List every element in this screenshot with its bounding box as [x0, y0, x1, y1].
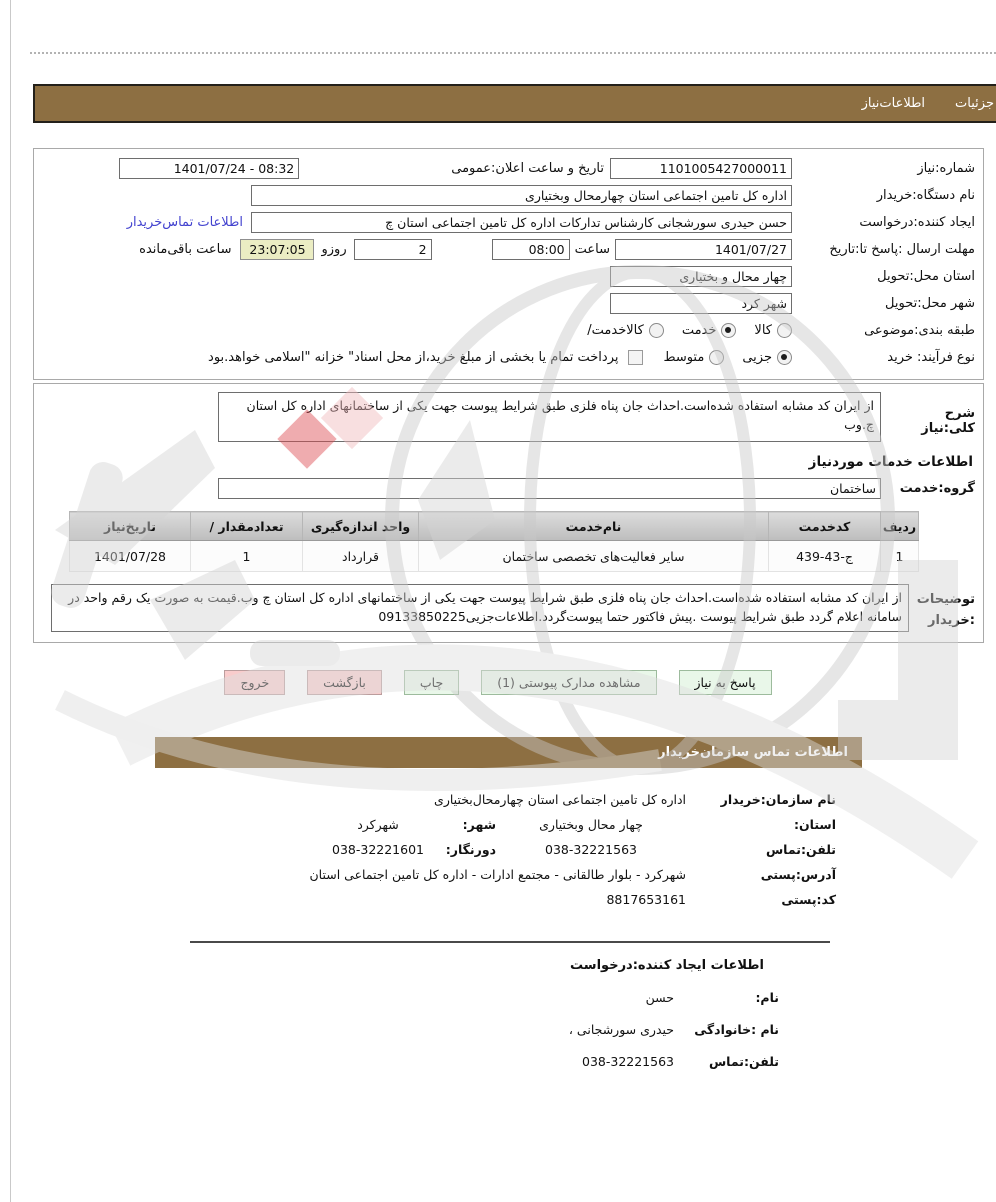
need-description-label: شرح کلی:نیاز [921, 406, 975, 436]
services-section-heading: اطلاعات خدمات موردنیاز [808, 454, 973, 470]
contact-province-city-row [157, 817, 836, 832]
contact-fax-value: 038-32221601 [332, 842, 424, 857]
delivery-province-field[interactable]: چهار محال و بختیاری [610, 266, 792, 287]
category-radio-goods-service[interactable] [649, 323, 664, 338]
contact-postal-value: 8817653161 [606, 892, 686, 907]
col-need-date: تاریخ‌نیاز [70, 512, 191, 541]
col-service-name: نام‌خدمت [419, 512, 769, 541]
creator-name-label: نام: [755, 990, 779, 1005]
category-option-goods-label: کالا [754, 323, 772, 338]
cell-service-name: سایر فعالیت‌های تخصصی ساختمان [419, 541, 769, 572]
buyer-org-label: نام دستگاه:خریدار [876, 188, 975, 203]
contact-address-label: آدرس:پستی [760, 867, 836, 882]
delivery-province-row [42, 263, 975, 290]
delivery-province-label: استان محل:تحویل [877, 269, 975, 284]
col-quantity: تعدادمقدار / [191, 512, 303, 541]
category-label: طبقه بندی:موضوعی [864, 323, 975, 338]
service-group-row [42, 478, 975, 499]
reply-deadline-row [42, 236, 975, 263]
delivery-city-label: شهر محل:تحویل [885, 296, 975, 311]
buyer-contact-link[interactable]: اطلاعات تماس‌خریدار [126, 215, 243, 230]
section-divider [190, 941, 830, 943]
contact-address-row [157, 867, 836, 882]
creator-phone-row [155, 1054, 834, 1069]
buyer-contact-block [155, 782, 838, 907]
need-description-row [42, 392, 975, 442]
reply-to-need-button[interactable]: پاسخ به نیاز [679, 670, 772, 695]
buyer-note-label-line2: :خریدار [928, 612, 975, 628]
category-radio-goods[interactable] [777, 323, 792, 338]
deadline-hour-field[interactable]: 08:00 [492, 239, 570, 260]
cell-service-code: ج-43-439 [769, 541, 881, 572]
need-summary-panel [33, 148, 984, 380]
announce-datetime-field[interactable]: 1401/07/24 - 08:32 [119, 158, 299, 179]
category-option-service-label: خدمت [681, 323, 717, 338]
buyer-note-row [42, 584, 975, 632]
process-option-medium-label: متوسط [663, 350, 705, 365]
process-type-row [42, 344, 975, 371]
request-creator-heading: اطلاعات ایجاد کننده:درخواست [570, 958, 764, 973]
contact-postal-row [157, 892, 836, 907]
cell-unit: قرارداد [303, 541, 419, 572]
contact-phone-label: تلفن:تماس [765, 842, 836, 857]
request-creator-row [42, 209, 975, 236]
buyer-contact-heading-bar [155, 737, 862, 768]
creator-family-value: حیدری سورشجانی ، [568, 1022, 674, 1037]
top-tab-bar [33, 84, 996, 123]
services-table-header-row [70, 512, 919, 541]
treasury-payment-note: پرداخت تمام یا بخشی از مبلغ خرید،از محل اسناد" خزانه "اسلامی خواهد.بود [208, 350, 619, 365]
request-creator-label: ایجاد کننده:درخواست [859, 215, 975, 230]
buyer-org-field[interactable]: اداره کل تامین اجتماعی استان چهارمحال وبختیاری [251, 185, 792, 206]
creator-phone-value: 038-32221563 [582, 1054, 674, 1069]
col-unit: واحد اندازه‌گیری [303, 512, 419, 541]
request-creator-field[interactable]: حسن حیدری سورشجانی کارشناس تدارکات اداره کل تامین اجتماعی استان چ [251, 212, 792, 233]
creator-family-label: نام :خانوادگی [694, 1022, 779, 1037]
need-detail-panel [33, 383, 984, 643]
contact-org-row [157, 792, 836, 807]
back-button[interactable]: بازگشت [307, 670, 382, 695]
view-attachments-button[interactable]: مشاهده مدارک پیوستی (1) [481, 670, 656, 695]
category-row [42, 317, 975, 344]
contact-province-value: چهار محال وبختیاری [539, 817, 643, 832]
exit-button[interactable]: خروج [224, 670, 285, 695]
remaining-time-badge: 23:07:05 [240, 239, 314, 260]
cell-need-date: 1401/07/28 [70, 541, 191, 572]
need-description-textarea[interactable]: از ایران کد مشابه استفاده شده‌است.احداث جان پناه فلزی طبق شرایط پیوست جهت یکی از ساختمانهای اداره کل استان چ.وب [218, 392, 881, 442]
delivery-city-row [42, 290, 975, 317]
services-table [69, 511, 919, 572]
contact-phone-value: 038-32221563 [545, 842, 637, 857]
buyer-org-row [42, 182, 975, 209]
creator-family-row [155, 1022, 834, 1037]
creator-name-row [155, 990, 834, 1005]
process-radio-minor[interactable] [777, 350, 792, 365]
creator-phone-label: تلفن:تماس [708, 1054, 779, 1069]
request-creator-block [155, 958, 834, 1069]
dotted-divider [30, 52, 996, 54]
category-radio-service[interactable] [721, 323, 736, 338]
buyer-note-label-line1: توضیحات [916, 592, 975, 607]
buyer-contact-heading: اطلاعات تماس سازمان‌خریدار [658, 745, 848, 760]
contact-city-label: شهر: [462, 817, 496, 832]
contact-postal-label: کد:پستی [781, 892, 836, 907]
col-row-index: ردیف [881, 512, 919, 541]
contact-address-value: شهرکرد - بلوار طالقانی - مجتمع ادارات - اداره کل تامین اجتماعی استان [309, 867, 686, 882]
process-option-minor-label: جزیی [742, 350, 772, 365]
process-radio-medium[interactable] [709, 350, 724, 365]
deadline-days-field[interactable]: 2 [354, 239, 432, 260]
buyer-note-textarea[interactable]: از ایران کد مشابه استفاده شده‌است.احداث جان پناه فلزی طبق شرایط پیوست جهت یکی از ساختمانهای اداره کل استان چ وب.قیمت به صورت یک رقم واحد در سامانه اعلام گردد طبق شرایط پیوست .پیش فاکتور حتما پیوست‌گردد.اطلاعات‌جزیی09133850225 [51, 584, 909, 632]
contact-province-label: استان: [793, 817, 836, 832]
tab-details[interactable]: جزئیات [955, 96, 994, 111]
reply-deadline-label: مهلت ارسال :پاسخ تا:تاریخ [829, 242, 975, 257]
process-type-label: نوع فرآیند: خرید [887, 350, 975, 365]
cell-row-index: 1 [881, 541, 919, 572]
left-border-rule [10, 0, 11, 1202]
cell-quantity: 1 [191, 541, 303, 572]
action-button-bar [0, 670, 996, 695]
tab-need-info[interactable]: اطلاعات‌نیاز [861, 96, 926, 111]
deadline-days-label: روزو [321, 242, 347, 257]
need-number-field[interactable]: 1101005427000011 [610, 158, 792, 179]
contact-org-value: اداره کل تامین اجتماعی استان چهارمحال‌بختیاری [434, 792, 686, 807]
deadline-date-field[interactable]: 1401/07/27 [615, 239, 792, 260]
service-group-field[interactable]: ساختمان [218, 478, 881, 499]
services-table-row [70, 541, 919, 572]
contact-fax-label: دورنگار: [445, 842, 496, 857]
delivery-city-field[interactable]: شهر کرد [610, 293, 792, 314]
print-button[interactable]: چاپ [404, 670, 459, 695]
remaining-time-label: ساعت باقی‌مانده [139, 242, 232, 257]
deadline-hour-label: ساعت [574, 242, 610, 257]
contact-org-label: نام سازمان:خریدار [720, 792, 836, 807]
creator-name-value: حسن [645, 990, 674, 1005]
category-option-goods-service-label: کالاخدمت/ [587, 323, 644, 338]
contact-city-value: شهرکرد [357, 817, 399, 832]
buyer-note-label [909, 584, 975, 632]
need-number-label: شماره:نیاز [917, 161, 975, 176]
announce-datetime-label: تاریخ و ساعت اعلان:عمومی [451, 161, 604, 176]
col-service-code: کدخدمت [769, 512, 881, 541]
service-group-label: گروه:خدمت [899, 481, 975, 496]
need-number-row [42, 155, 975, 182]
contact-phone-fax-row [157, 842, 836, 857]
treasury-payment-checkbox[interactable] [628, 350, 643, 365]
